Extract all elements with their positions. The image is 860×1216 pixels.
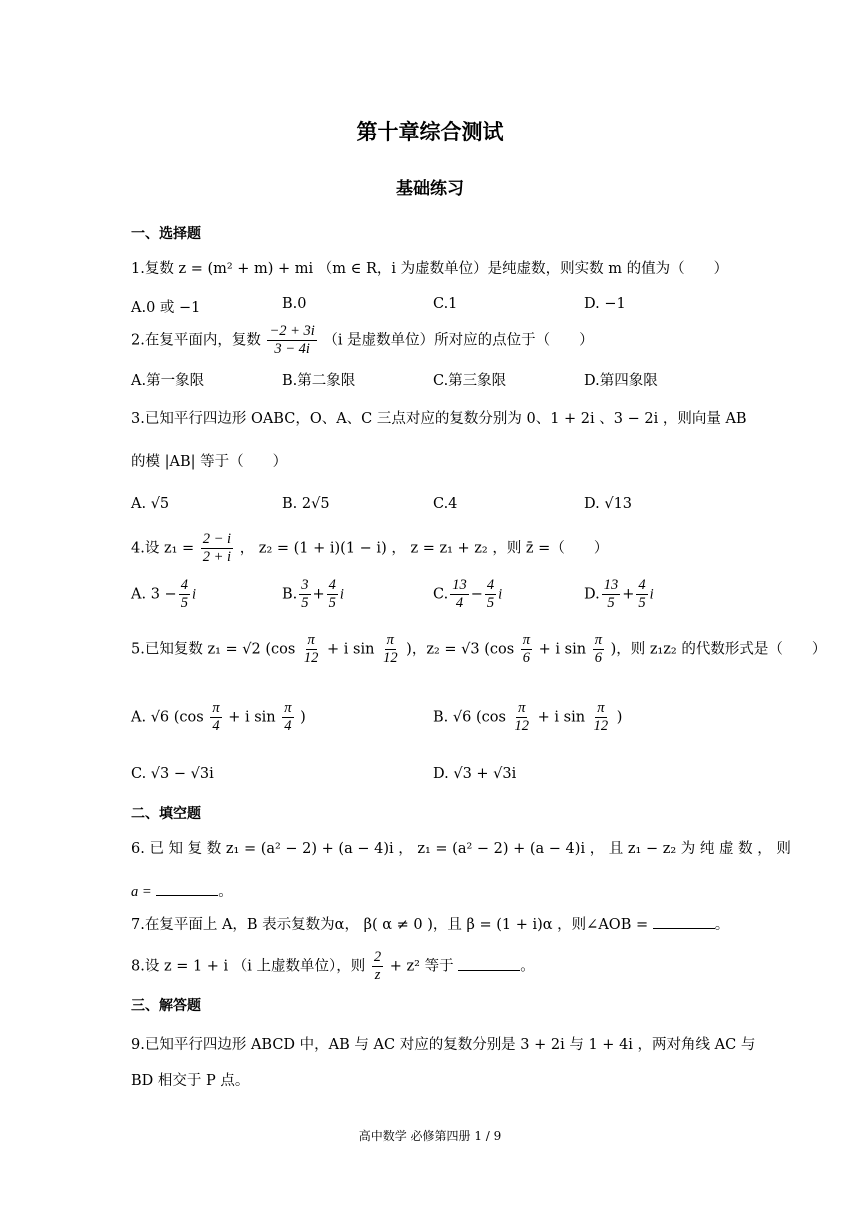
q2-option-b: B.第二象限 <box>282 373 356 389</box>
q8-middle: + z² 等于 <box>389 958 454 975</box>
q5-option-d: D. √3 + √3i <box>433 766 517 782</box>
q4-c-operator: − <box>470 586 483 603</box>
q4-b-den-2: 5 <box>328 595 336 612</box>
q5-b-frac-1 <box>513 701 532 734</box>
q5-suffix: )，则 z₁z₂ 的代数形式是（ ） <box>610 641 827 658</box>
q2-prefix: 2.在复平面内，复数 <box>131 332 261 349</box>
q4-c-prefix: C. <box>433 586 449 603</box>
q5-a-frac-1 <box>210 701 221 734</box>
q5-frac-2-den: 12 <box>383 650 398 667</box>
q1-option-c: C.1 <box>433 296 458 312</box>
q5-a-frac-1-den: 4 <box>212 718 220 735</box>
q4-a-num: 4 <box>179 578 190 595</box>
q5-b-frac-2-num: π <box>595 701 606 718</box>
q8-fraction <box>372 950 383 983</box>
q6-period: 。 <box>218 884 233 900</box>
q4-prefix: 4.设 z₁ = <box>131 540 195 557</box>
q2-numerator: −2 + 3i <box>267 324 316 341</box>
question-1: 1.复数 z = (m² + m) + mi （m ∈ R，i 为虚数单位）是纯虚数，则实数 m 的值为（ ） <box>131 261 729 277</box>
q5-frac-4-den: 6 <box>594 650 602 667</box>
q5-a-frac-2-den: 4 <box>284 718 292 735</box>
q5-z2-label: )，z₂ = √3 (cos <box>406 641 515 658</box>
q4-c-num-1: 13 <box>450 578 469 595</box>
q5-b-frac-1-den: 12 <box>514 718 530 735</box>
q5-a-prefix: A. √6 (cos <box>131 709 204 726</box>
q4-b-num-1: 3 <box>299 578 310 595</box>
q4-a-fraction <box>179 578 190 611</box>
q4-numerator: 2 − i <box>201 532 233 549</box>
q3-option-d: D. √13 <box>584 496 633 512</box>
q4-option-d <box>584 578 654 611</box>
q4-c-den-2: 5 <box>486 595 495 612</box>
q5-frac-3 <box>521 633 532 666</box>
question-3-line-1: 3.已知平行四边形 OABC，O、A、C 三点对应的复数分别为 0、1 + 2i 、3 − 2i ，则向量 AB <box>131 411 747 427</box>
q5-a-frac-2 <box>282 701 293 734</box>
q7-text: 7.在复平面上 A，B 表示复数为α， β( α ≠ 0 )，且 β = (1 + i)α ，则∠AOB = <box>131 917 649 933</box>
q7-answer-blank <box>653 916 715 929</box>
q8-period: 。 <box>520 958 535 975</box>
q5-frac-4 <box>593 633 604 666</box>
q4-d-prefix: D. <box>584 586 600 603</box>
section-heading-answer: 三、解答题 <box>131 998 201 1014</box>
question-2 <box>131 324 594 357</box>
q4-d-fraction-1 <box>602 578 621 611</box>
q4-a-suffix: i <box>191 586 196 603</box>
q4-b-suffix: i <box>339 586 344 603</box>
q2-fraction <box>267 324 316 357</box>
q4-a-den: 5 <box>180 595 188 612</box>
q6-answer-blank <box>156 883 218 896</box>
q5-a-close: ) <box>300 709 306 726</box>
q4-d-num-1: 13 <box>602 578 621 595</box>
q4-d-den-2: 5 <box>638 595 646 612</box>
q5-b-frac-1-num: π <box>516 701 527 718</box>
q5-frac-2 <box>381 633 400 666</box>
q8-prefix: 8.设 z = 1 + i （i 上虚数单位），则 <box>131 958 366 975</box>
question-6-line-2 <box>131 880 233 901</box>
page-subtitle: 基础练习 <box>396 179 464 199</box>
q3-option-c: C.4 <box>433 496 458 512</box>
q5-b-isin: + i sin <box>537 709 586 726</box>
q4-c-num-2: 4 <box>485 578 496 595</box>
q5-isin-1: + i sin <box>327 641 375 658</box>
q3-option-a: A. √5 <box>131 496 170 512</box>
q5-option-c: C. √3 − √3i <box>131 766 214 782</box>
q1-option-b: B.0 <box>282 296 307 312</box>
q8-denominator: z <box>374 967 381 984</box>
q1-option-d: D. −1 <box>584 296 626 312</box>
q5-frac-1-num: π <box>306 633 317 650</box>
q5-a-frac-2-num: π <box>282 701 293 718</box>
q5-frac-1-den: 12 <box>303 650 319 667</box>
question-4 <box>131 532 608 565</box>
q5-frac-3-num: π <box>521 633 532 650</box>
q4-denominator: 2 + i <box>202 549 232 566</box>
q4-b-operator: + <box>312 586 325 603</box>
q5-frac-1 <box>302 633 321 666</box>
q4-d-operator: + <box>622 586 635 603</box>
q5-prefix: 5.已知复数 z₁ = √2 (cos <box>131 641 296 658</box>
q5-isin-2: + i sin <box>538 641 587 658</box>
q2-denominator: 3 − 4i <box>274 341 310 358</box>
q5-option-a <box>131 701 306 734</box>
q5-a-isin: + i sin <box>228 709 276 726</box>
q4-d-fraction-2 <box>636 578 647 611</box>
q4-d-den-1: 5 <box>607 595 615 612</box>
section-heading-fill: 二、填空题 <box>131 806 201 822</box>
page-title: 第十章综合测试 <box>356 120 504 144</box>
q4-option-b <box>282 578 344 611</box>
q4-c-den-1: 4 <box>455 595 464 612</box>
q5-frac-2-num: π <box>385 633 396 650</box>
q4-suffix: ， z₂ = (1 + i)(1 − i) ， z = z₁ + z₂ ，则 z̄ =（ ） <box>239 540 609 557</box>
q4-b-den-1: 5 <box>301 595 309 612</box>
q7-period: 。 <box>714 917 730 933</box>
q6-variable: a = <box>131 884 152 900</box>
q5-frac-3-den: 6 <box>522 650 531 667</box>
q4-c-suffix: i <box>498 586 503 603</box>
question-9-line-2: BD 相交于 P 点。 <box>131 1073 250 1089</box>
q8-numerator: 2 <box>372 950 383 967</box>
section-heading-choice: 一、选择题 <box>131 226 201 242</box>
q2-option-a: A.第一象限 <box>131 373 205 389</box>
q8-answer-blank <box>458 958 520 971</box>
q4-b-fraction-2 <box>327 578 338 611</box>
question-8 <box>131 950 535 983</box>
q5-frac-4-num: π <box>593 633 604 650</box>
q4-b-prefix: B. <box>282 586 298 603</box>
question-3-line-2: 的模 |AB| 等于（ ） <box>131 454 288 470</box>
q2-option-c: C.第三象限 <box>433 373 507 389</box>
q5-b-close: ) <box>616 709 623 726</box>
q4-option-c <box>433 578 502 611</box>
question-9-line-1: 9.已知平行四边形 ABCD 中，AB 与 AC 对应的复数分别是 3 + 2i 与 1 + 4i ，两对角线 AC 与 <box>131 1037 756 1053</box>
q5-b-frac-2 <box>592 701 611 734</box>
q5-b-frac-2-den: 12 <box>593 718 609 735</box>
question-7 <box>131 913 729 934</box>
q4-d-suffix: i <box>649 586 654 603</box>
q4-option-a <box>131 578 196 611</box>
q4-a-prefix: A. 3 − <box>131 586 177 603</box>
question-5 <box>131 633 826 666</box>
question-6-line-1: 6. 已 知 复 数 z₁ = (a² − 2) + (a − 4)i ， z₁ = (a² − 2) + (a − 4)i ， 且 z₁ − z₂ 为 纯 虚 数 ， 则 <box>131 841 791 857</box>
q5-a-frac-1-num: π <box>210 701 221 718</box>
q1-option-a: A.0 或 −1 <box>131 300 201 316</box>
page-footer: 高中数学 必修第四册 1 / 9 <box>358 1129 502 1143</box>
q4-d-num-2: 4 <box>636 578 647 595</box>
q2-option-d: D.第四象限 <box>584 373 658 389</box>
q5-option-b <box>433 701 622 734</box>
q5-b-prefix: B. √6 (cos <box>433 709 506 726</box>
q4-b-fraction-1 <box>299 578 310 611</box>
q4-c-fraction-1 <box>450 578 469 611</box>
q4-b-num-2: 4 <box>327 578 338 595</box>
q4-c-fraction-2 <box>485 578 496 611</box>
q2-suffix: （i 是虚数单位）所对应的点位于（ ） <box>323 332 594 349</box>
q3-option-b: B. 2√5 <box>282 496 330 512</box>
q4-fraction <box>201 532 233 565</box>
